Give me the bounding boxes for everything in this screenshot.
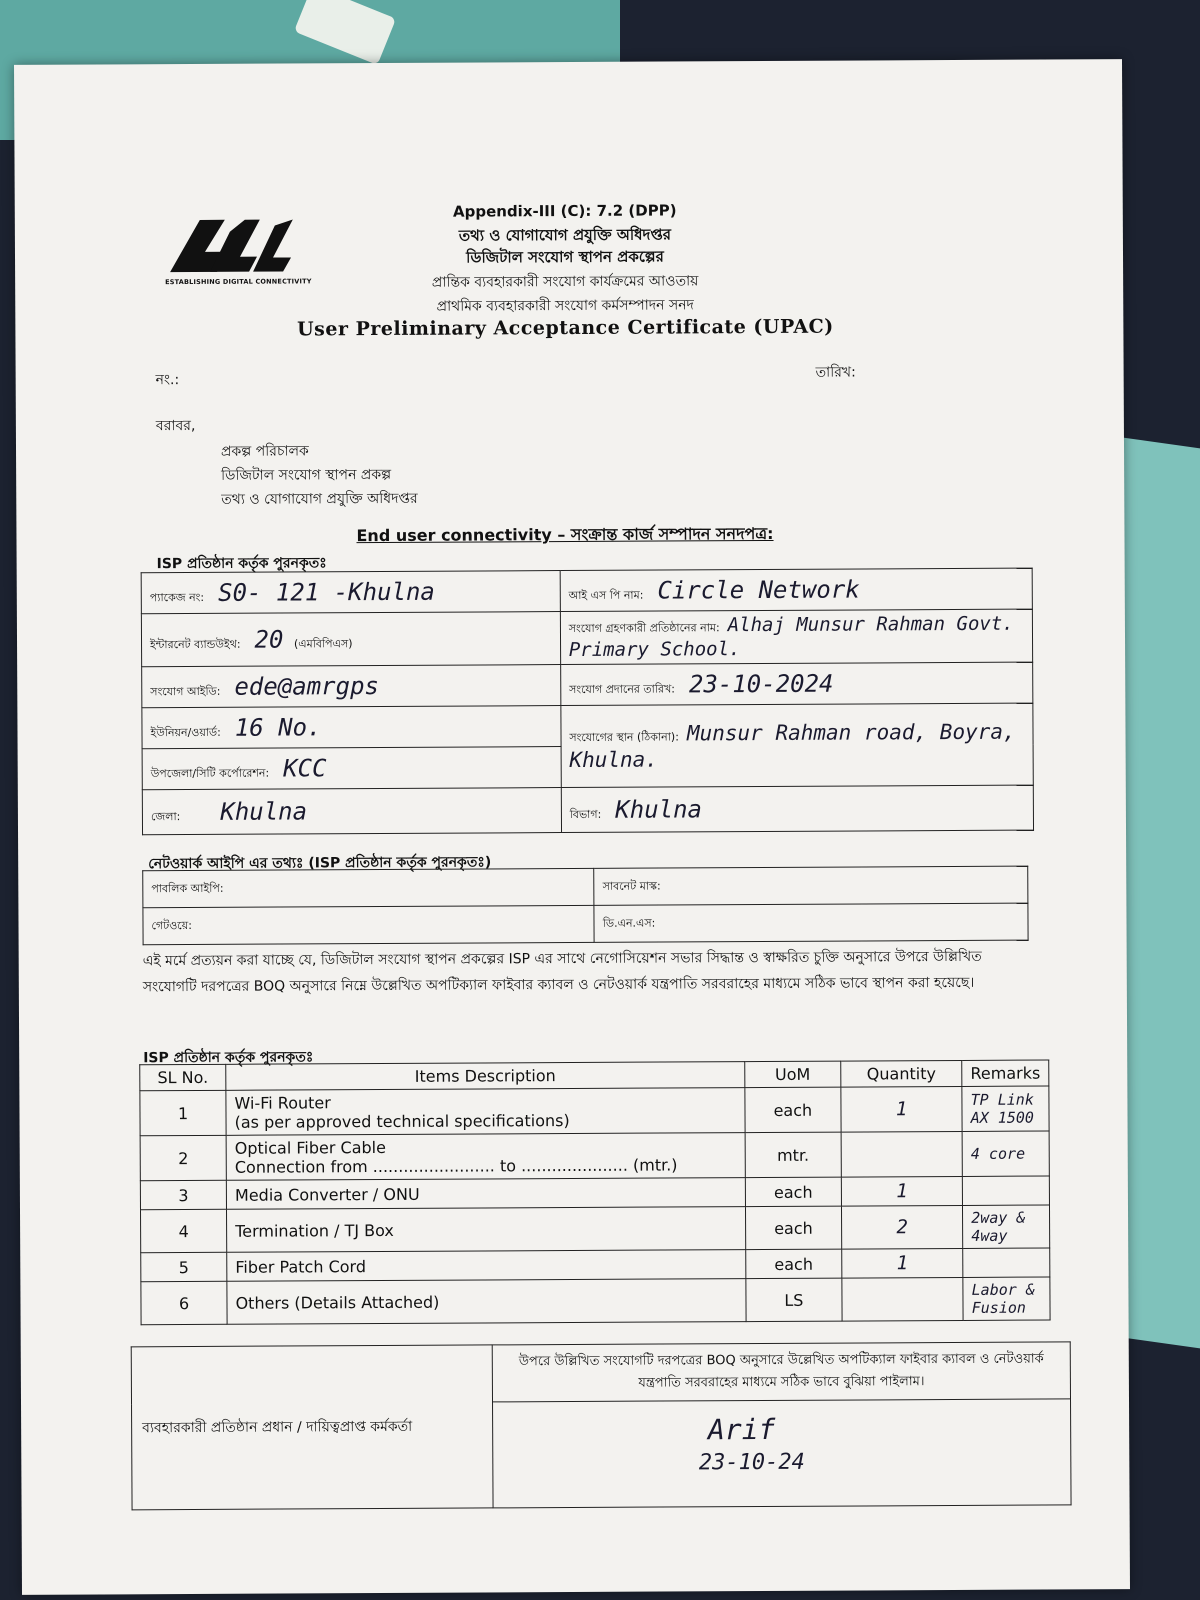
item-desc [227,1250,746,1282]
header-line-3: প্রান্তিক ব্যবহারকারী সংযোগ কার্যক্রমের আওতায় [431,273,699,291]
address-value: Munsur Rahman road, Boyra, Khulna. [569,719,1016,772]
addressee-line-1: প্রকল্প পরিচালক [220,443,309,460]
header-line-4: প্রাথমিক ব্যবহারকারী সংযোগ কর্মসম্পাদন সনদ [436,297,694,315]
table-row [140,1131,1049,1181]
table-row [140,1176,1049,1210]
item-qty: 1 [841,1086,962,1132]
item-remarks: Labor & Fusion [963,1277,1050,1320]
signoff-date: 23-10-24 [698,1449,805,1476]
signoff-statement: উপরে উল্লিখিত সংযোগটি দরপত্রের BOQ অনুসারে উল্লেখিত অপটিক্যাল ফাইবার ক্যাবল ও নেটওয়ার্ক যন্ত্রপাতি সরবরাহের মাধ্যমে সঠিক ভাবে বুঝিয়া পাইলাম। [492,1342,1070,1402]
table-row [141,1277,1050,1325]
item-sl: 6 [141,1281,227,1324]
department-name: তথ্য ও যোগাযোগ প্রযুক্তি অধিদপ্তর [458,225,672,245]
certification-text: এই মর্মে প্রত্যয়ন করা যাচ্ছে যে, ডিজিটাল সংযোগ স্থাপন প্রকল্পের ISP এর সাথে নেগোসিয়েশন সভার সিদ্ধান্ত ও স্বাক্ষরিত চুক্তি অনুসারে উপরে উল্লিখিত সংযোগটি দরপত্রের BOQ অনুসারে নিম্নে উল্লেখিত অপটিক্যাল ফাইবার ক্যাবল ও নেটওয়ার্ক যন্ত্রপাতি সরবরাহের মাধ্যমে সঠিক ভাবে স্থাপন করা হয়েছে। [142,948,982,996]
items-table [139,1060,1050,1326]
item-uom: each [746,1249,842,1279]
item-uom: each [745,1087,841,1133]
item-remarks: TP Link AX 1500 [962,1086,1049,1131]
addressee-to: বরাবর, [155,417,196,435]
conn-id-label: সংযোগ আইডি: [150,684,221,698]
signoff-table [131,1341,1072,1510]
item-sl: 3 [140,1180,226,1209]
col-sl: SL No. [140,1064,226,1090]
item-desc [226,1178,745,1210]
network-info-table [142,866,1028,946]
item-qty: 1 [842,1248,963,1278]
district-label: জেলা: [150,809,181,823]
receiver-cell [560,609,1033,664]
table-row [141,1248,1050,1282]
address-label: সংযোগের স্থান (ঠিকানা): [569,729,679,744]
item-sl: 2 [140,1135,226,1180]
item-uom: each [745,1206,841,1250]
item-desc [227,1279,746,1325]
item-remarks [963,1176,1050,1205]
upazila-label: উপজেলা/সিটি কর্পোরেশন: [150,766,270,780]
gateway-cell: গেটওয়ে: [143,905,595,944]
isp-cell [560,568,1032,611]
union-cell [142,706,561,749]
item-qty: 2 [841,1205,962,1249]
item-desc-line-1: Optical Fiber Cable [234,1137,386,1158]
item-uom: mtr. [745,1132,841,1178]
address-cell [561,703,1034,787]
conn-id-value: ede@amrgps [234,671,380,701]
conn-date-cell [560,662,1032,705]
conn-id-cell [142,665,561,708]
item-desc-line-1: Termination / TJ Box [235,1220,394,1241]
package-cell [141,571,560,614]
item-sl: 5 [141,1252,227,1281]
bandwidth-cell [141,612,560,667]
item-uom: LS [746,1278,842,1322]
item-desc-line-1: Others (Details Attached) [235,1292,440,1313]
upazila-cell [142,747,561,790]
item-remarks: 2way & 4way [963,1205,1050,1248]
bandwidth-value: 20 [254,625,284,654]
item-desc-line-2: (as per approved technical specifications) [234,1111,570,1132]
item-uom: each [745,1177,841,1207]
isp-filled-label: ISP প্রতিষ্ঠান কর্তৃক পুরনকৃতঃ [156,555,327,573]
item-desc [226,1133,745,1181]
conn-date-label: সংযোগ প্রদানের তারিখ: [569,681,676,696]
union-value: 16 No. [234,712,322,742]
certificate-page [14,59,1130,1595]
network-info-title: নেটওয়ার্ক আইপি এর তথ্যঃ (ISP প্রতিষ্ঠান কর্তৃক পুরনকৃতঃ) [148,854,492,873]
conn-date-value: 23-10-2024 [688,669,834,698]
item-desc-line-1: Wi-Fi Router [234,1093,331,1113]
appendix-label: Appendix-III (C): 7.2 (DPP) [452,201,677,221]
isp-value: Circle Network [657,574,860,605]
item-sl: 4 [140,1209,226,1252]
package-value: S0- 121 -Khulna [218,577,435,607]
document-title: User Preliminary Acceptance Certificate (UPAC) [297,315,834,341]
item-desc [226,1088,745,1136]
col-uom: UoM [745,1061,841,1088]
union-label: ইউনিয়ন/ওয়ার্ড: [150,725,221,739]
receiver-label: সংযোগ গ্রহণকারী প্রতিষ্ঠানের নাম: [568,621,720,636]
signature: Arif [707,1412,776,1447]
dns-cell: ডি.এন.এস: [594,903,1028,942]
isp-label: আই এস পি নাম: [568,588,644,602]
items-caption: ISP প্রতিষ্ঠান কর্তৃক পুরনকৃতঃ [143,1049,314,1067]
package-label: প্যাকেজ নং: [149,590,205,604]
logo-text: ESTABLISHING DIGITAL CONNECTIVITY [165,277,312,287]
item-desc-line-1: Fiber Patch Cord [235,1256,367,1277]
bandwidth-label: ইন্টারনেট ব্যান্ডউইথ: [150,637,241,651]
table-row [140,1086,1049,1136]
addressee-line-3: তথ্য ও যোগাযোগ প্রযুক্তি অধিদপ্তর [221,490,418,508]
item-qty: 1 [841,1176,962,1206]
item-remarks [963,1248,1050,1277]
connection-info-table [141,568,1034,836]
public-ip-cell: পাবলিক আইপি: [143,868,595,907]
item-sl: 1 [140,1090,226,1135]
item-desc-line-2: Connection from ........................ to ..................... (mtr.) [234,1155,678,1177]
col-desc: Items Description [226,1062,745,1091]
addressee-line-2: ডিজিটাল সংযোগ স্থাপন প্রকল্প [221,466,392,484]
col-remarks: Remarks [962,1060,1049,1086]
signoff-role: ব্যবহারকারী প্রতিষ্ঠান প্রধান / দায়িত্বপ্রাপ্ত কর্মকর্তা [131,1345,493,1510]
item-desc-line-1: Media Converter / ONU [234,1184,420,1205]
item-remarks: 4 core [962,1131,1049,1176]
district-value: Khulna [220,796,308,826]
division-value: Khulna [615,794,703,824]
receiver-value: Alhaj Munsur Rahman Govt. Primary School. [568,612,1014,662]
upazila-value: KCC [283,753,327,783]
division-label: বিভাগ: [569,807,602,821]
item-qty [842,1277,963,1321]
bandwidth-unit: (এমবিপিএস) [293,636,353,650]
section-title: End user connectivity – সংক্রান্ত কার্জ সম্পাদন সনদপত্র: [356,523,774,546]
district-cell [142,788,561,835]
item-qty [841,1131,962,1177]
division-cell [561,785,1033,832]
project-name: ডিজিটাল সংযোগ স্থাপন প্রকল্পের [466,247,664,267]
table-row [140,1205,1049,1253]
subnet-cell: সাবনেট মাস্ক: [594,866,1028,905]
col-qty: Quantity [841,1060,962,1087]
item-desc [227,1207,746,1253]
number-label: নং.: [155,372,180,389]
signoff-signature-cell [493,1399,1072,1508]
date-label: তারিখ: [815,364,856,381]
